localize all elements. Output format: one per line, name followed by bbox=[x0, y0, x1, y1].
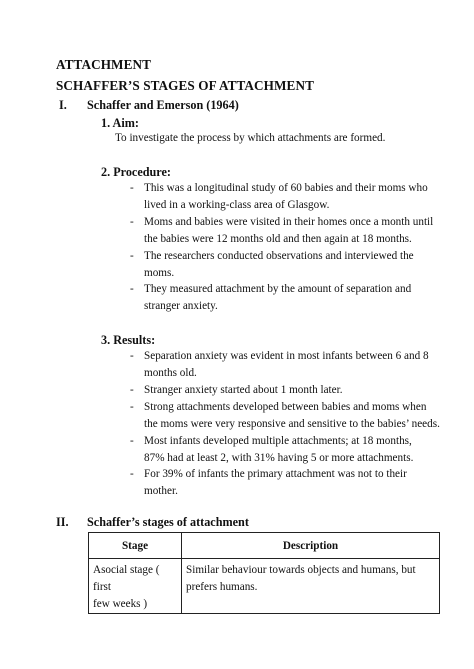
document-subtitle: SCHAFFER’S STAGES OF ATTACHMENT bbox=[56, 78, 314, 93]
results-label: 3. Results: bbox=[101, 333, 156, 347]
section-2-heading: Schaffer’s stages of attachment bbox=[87, 515, 249, 529]
description-line-1: Similar behaviour towards objects and humans, but bbox=[186, 564, 416, 576]
table-cell-stage bbox=[89, 559, 182, 614]
table-cell-description bbox=[182, 559, 440, 614]
results-bullet-1-line-1: Separation anxiety was evident in most infants between 6 and 8 bbox=[144, 350, 429, 362]
procedure-bullet-1-line-2: lived in a working-class area of Glasgow. bbox=[144, 199, 330, 211]
procedure-bullet-1-line-1: This was a longitudinal study of 60 babies and their moms who bbox=[144, 182, 428, 194]
table-header-description: Description bbox=[182, 533, 440, 559]
section-1-heading: Schaffer and Emerson (1964) bbox=[87, 98, 239, 112]
section-2-numeral: II. bbox=[56, 515, 69, 529]
procedure-bullet-2-line-1: Moms and babies were visited in their homes once a month until bbox=[144, 216, 434, 228]
procedure-bullet-4-line-1: They measured attachment by the amount of separation and bbox=[144, 283, 412, 295]
table-row bbox=[89, 559, 440, 614]
bullet-dash: - bbox=[130, 468, 134, 480]
table-header-stage: Stage bbox=[89, 533, 182, 559]
description-line-2: prefers humans. bbox=[186, 581, 258, 593]
bullet-dash: - bbox=[130, 283, 134, 295]
results-bullet-3-line-1: Strong attachments developed between babies and moms when bbox=[144, 401, 427, 413]
procedure-bullet-3-line-2: moms. bbox=[144, 267, 175, 279]
aim-label: 1. Aim: bbox=[101, 116, 139, 130]
document-title: ATTACHMENT bbox=[56, 57, 152, 72]
bullet-dash: - bbox=[130, 182, 134, 194]
procedure-bullet-4-line-2: stranger anxiety. bbox=[144, 300, 218, 312]
bullet-dash: - bbox=[130, 384, 134, 396]
bullet-dash: - bbox=[130, 250, 134, 262]
procedure-bullet-3-line-1: The researchers conducted observations and interviewed the bbox=[144, 250, 414, 262]
aim-text: To investigate the process by which attachments are formed. bbox=[115, 132, 386, 144]
results-bullet-3-line-2: the moms were very responsive and sensitive to the babies’ needs. bbox=[144, 418, 440, 430]
results-bullet-5-line-1: For 39% of infants the primary attachment was not to their bbox=[144, 468, 407, 480]
stage-line-2: few weeks ) bbox=[93, 598, 148, 610]
table-header-row bbox=[89, 533, 440, 559]
results-bullet-1-line-2: months old. bbox=[144, 367, 197, 379]
bullet-dash: - bbox=[130, 401, 134, 413]
stages-table bbox=[88, 532, 440, 614]
bullet-dash: - bbox=[130, 435, 134, 447]
results-bullet-4-line-2: 87% had at least 2, with 31% having 5 or more attachments. bbox=[144, 452, 414, 464]
results-bullet-5-line-2: mother. bbox=[144, 485, 178, 497]
stage-line-1: Asocial stage ( first bbox=[93, 564, 160, 593]
bullet-dash: - bbox=[130, 216, 134, 228]
procedure-bullet-2-line-2: the babies were 12 months old and then again at 18 months. bbox=[144, 233, 412, 245]
section-1-numeral: I. bbox=[59, 98, 67, 112]
procedure-label: 2. Procedure: bbox=[101, 165, 171, 179]
results-bullet-2-line-1: Stranger anxiety started about 1 month later. bbox=[144, 384, 343, 396]
results-bullet-4-line-1: Most infants developed multiple attachments; at 18 months, bbox=[144, 435, 412, 447]
bullet-dash: - bbox=[130, 350, 134, 362]
